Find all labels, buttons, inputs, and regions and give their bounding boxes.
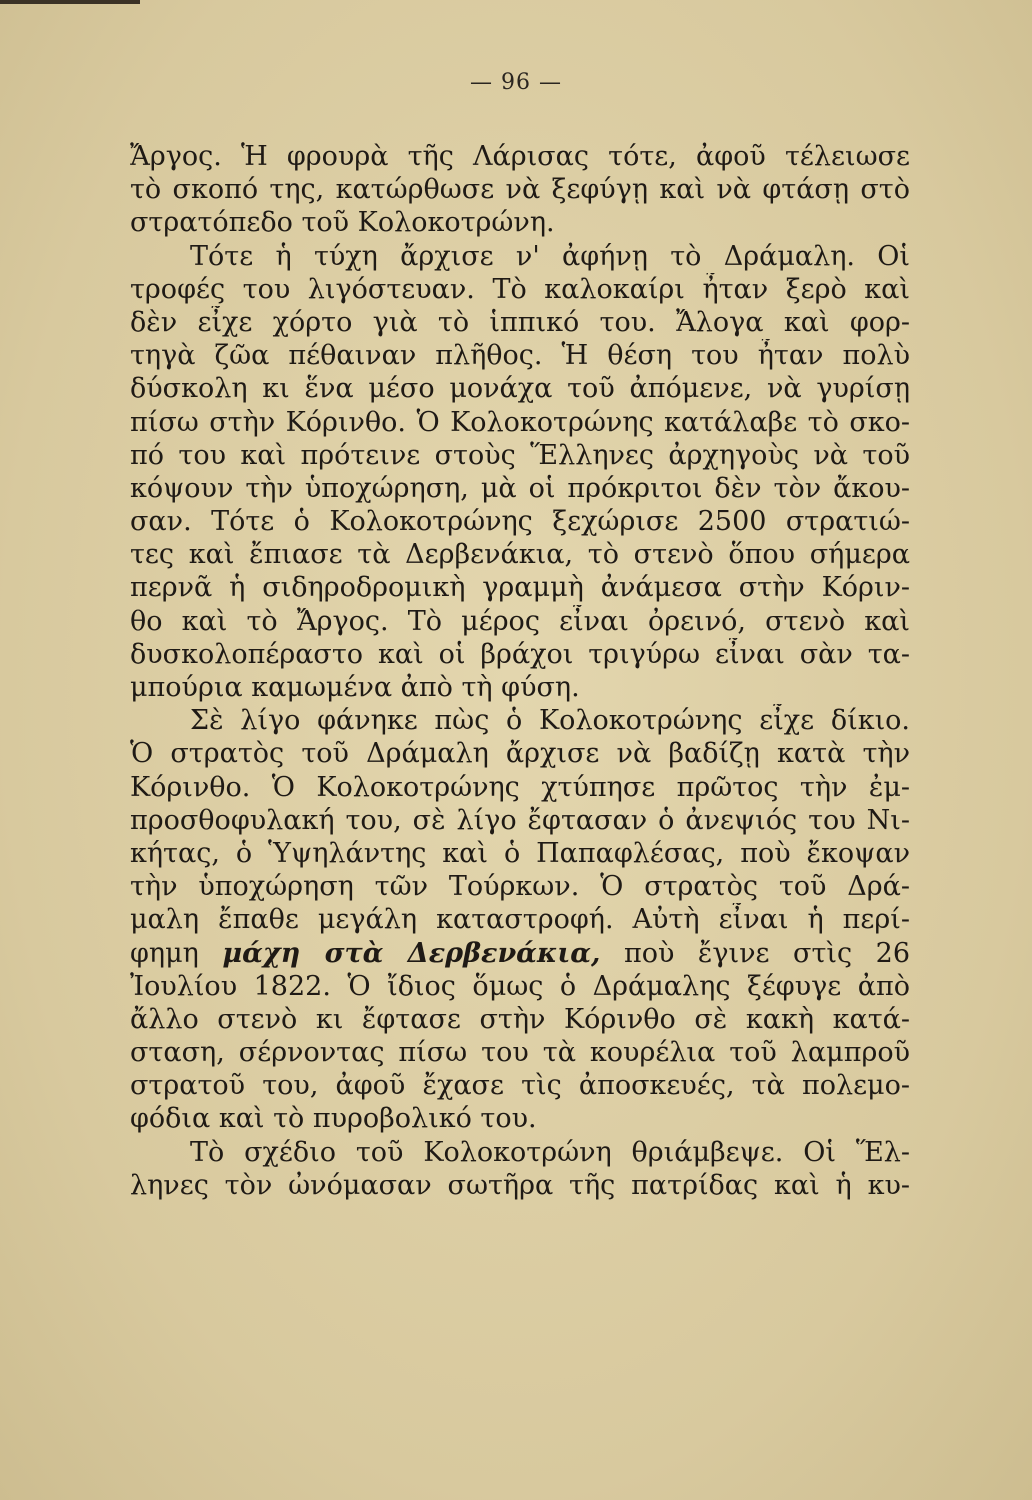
text-line: κήτας, ὁ Ὑψηλάντης καὶ ὁ Παπαφλέσας, ποὺ ἔκοψαν bbox=[130, 837, 910, 869]
text-line: τὴν ὑποχώρηση τῶν Τούρκων. Ὁ στρατὸς τοῦ Δρά- bbox=[130, 871, 910, 903]
text-span: ποὺ ἔγινε στὶς 26 bbox=[600, 937, 910, 969]
text-line: Τότε ἡ τύχη ἄρχισε ν' ἀφήνῃ τὸ Δράμαλη. Οἱ bbox=[190, 240, 910, 272]
text-line: τες καὶ ἔπιασε τὰ Δερβενάκια, τὸ στενὸ ὅπου σήμερα bbox=[130, 539, 910, 571]
text-line: πό του καὶ πρότεινε στοὺς Ἕλληνες ἀρχηγοὺς νὰ τοῦ bbox=[130, 439, 910, 471]
text-line: στρατόπεδο τοῦ Κολοκοτρώνη. bbox=[130, 207, 555, 239]
text-line: Σὲ λίγο φάνηκε πὼς ὁ Κολοκοτρώνης εἶχε δίκιο. bbox=[190, 705, 910, 737]
text-line: φόδια καὶ τὸ πυροβολικό του. bbox=[130, 1103, 537, 1135]
text-line: Ὁ στρατὸς τοῦ Δράμαλη ἄρχισε νὰ βαδίζῃ κατὰ τὴν bbox=[130, 738, 910, 770]
text-line: τηγὰ ζῶα πέθαιναν πλῆθος. Ἡ θέση του ἦταν πολὺ bbox=[130, 340, 910, 372]
text-line: ἄλλο στενὸ κι ἔφτασε στὴν Κόρινθο σὲ κακὴ κατά- bbox=[130, 1003, 910, 1035]
text-line: μαλη ἔπαθε μεγάλη καταστροφή. Αὐτὴ εἶναι ἡ περί- bbox=[130, 904, 910, 936]
text-line: στρατοῦ του, ἀφοῦ ἔχασε τὶς ἀποσκευές, τὰ πολεμο- bbox=[130, 1070, 910, 1102]
text-line: πίσω στὴν Κόρινθο. Ὁ Κολοκοτρώνης κατάλαβε τὸ σκο- bbox=[130, 406, 910, 438]
text-line: κόψουν τὴν ὑποχώρηση, μὰ οἱ πρόκριτοι δὲν τὸν ἄκου- bbox=[130, 472, 910, 504]
text-line: τροφές του λιγόστευαν. Τὸ καλοκαίρι ἦταν ξερὸ καὶ bbox=[130, 273, 910, 305]
text-line: σαν. Τότε ὁ Κολοκοτρώνης ξεχώρισε 2500 στρατιώ- bbox=[130, 506, 910, 538]
text-line: Ἰουλίου 1822. Ὁ ἴδιος ὅμως ὁ Δράμαλης ξέφυγε ἀπὸ bbox=[130, 970, 910, 1002]
text-line: περνᾶ ἡ σιδηροδρομικὴ γραμμὴ ἀνάμεσα στὴν Κόριν- bbox=[130, 572, 910, 604]
text-line: μπούρια καμωμένα ἀπὸ τὴ φύση. bbox=[130, 672, 580, 703]
text-line: σταση, σέρνοντας πίσω του τὰ κουρέλια τοῦ λαμπροῦ bbox=[130, 1037, 910, 1069]
text-span: φημη bbox=[130, 937, 223, 969]
top-edge-rule bbox=[0, 0, 140, 4]
body-text bbox=[130, 140, 910, 1202]
emphasized-phrase: μάχη στὰ Δερβενάκια, bbox=[222, 937, 601, 969]
text-line: δὲν εἶχε χόρτο γιὰ τὸ ἱππικό του. Ἄλογα καὶ φορ- bbox=[130, 306, 910, 338]
text-line: Τὸ σχέδιο τοῦ Κολοκοτρώνη θριάμβεψε. Οἱ Ἕλ- bbox=[190, 1136, 910, 1168]
text-line: Ἄργος. Ἡ φρουρὰ τῆς Λάρισας τότε, ἀφοῦ τέλειωσε bbox=[130, 141, 910, 172]
text-line: ληνες τὸν ὠνόμασαν σωτῆρα τῆς πατρίδας καὶ ἡ κυ- bbox=[130, 1169, 910, 1201]
text-line: δύσκολη κι ἕνα μέσο μονάχα τοῦ ἀπόμενε, νὰ γυρίσῃ bbox=[130, 373, 910, 405]
text-line: θο καὶ τὸ Ἄργος. Τὸ μέρος εἶναι ὀρεινό, στενὸ καὶ bbox=[130, 605, 910, 637]
text-line-emphasis bbox=[130, 937, 910, 970]
text-line: δυσκολοπέραστο καὶ οἱ βράχοι τριγύρω εἶναι σὰν τα- bbox=[130, 638, 910, 670]
text-line: Κόρινθο. Ὁ Κολοκοτρώνης χτύπησε πρῶτος τὴν ἐμ- bbox=[130, 771, 910, 803]
text-line: τὸ σκοπό της, κατώρθωσε νὰ ξεφύγῃ καὶ νὰ φτάσῃ στὸ bbox=[130, 174, 910, 206]
page-number: — 96 — bbox=[470, 70, 562, 95]
text-line: προσθοφυλακή του, σὲ λίγο ἔφτασαν ὁ ἀνεψιός του Νι- bbox=[130, 804, 910, 836]
